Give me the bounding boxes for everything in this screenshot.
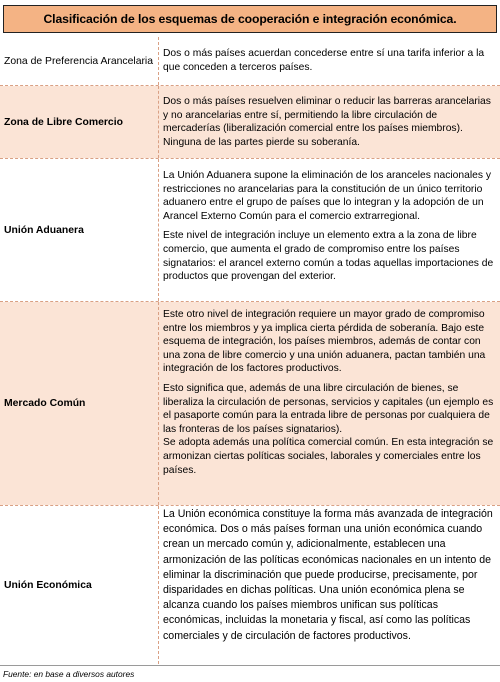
table-row: [0, 159, 500, 301]
table-row: [0, 86, 500, 158]
row-description: [158, 506, 500, 664]
row-label: Unión Aduanera: [4, 224, 84, 236]
row-paragraph: Este otro nivel de integración requiere un mayor grado de compromiso entre los miembros y ya implica cierta pérdida de soberanía. Bajo este esquema de integración, los países miembros, además de contar con una zona de libre comercio y una unión aduanera, pactan también una integración de los factores productivos.: [163, 309, 486, 375]
row-label: Mercado Común: [4, 398, 86, 409]
table-row: [0, 302, 500, 505]
row-description: [158, 37, 500, 85]
row-label: Unión Económica: [4, 579, 92, 591]
row-label: Zona de Preferencia Arancelaria: [4, 55, 154, 67]
table-title: Clasificación de los esquemas de cooperación e integración económica.: [3, 5, 497, 33]
row-description: [158, 159, 500, 301]
source-footnote: Fuente: en base a diversos autores: [3, 669, 135, 679]
table-row: [0, 37, 500, 85]
table-row: [0, 506, 500, 664]
table-bottom-border: [0, 665, 500, 666]
row-paragraph: Esto significa que, además de una libre circulación de bienes, se liberaliza la circulación de personas, servicios y capitales (un ejemplo es el pasaporte común para la entrada libre de personas por cualquiera de las fronteras de los países signatarios). Se adopta además una política comercial común. En esta integración se armonizan ciertas políticas sociales, laborales y comerciales entre los países.: [163, 382, 494, 476]
row-description: [158, 302, 500, 505]
row-paragraph: La Unión Aduanera supone la eliminación de los aranceles nacionales y restricciones no arancelarias para la constitución de un único territorio aduanero entre el grupo de países que lo integran y la adopción de un Arancel Externo Común para el comercio extrarregional.: [163, 170, 492, 222]
row-paragraph: La Unión económica constituye la forma más avanzada de integración económica. Dos o más países forman una unión económica cuando crean un mercado común y, adicionalmente, establecen una armonización de las políticas económicas nacionales en un intento de eliminar la discriminación que puede producirse, precisamente, por disparidades en dichas políticas. Una unión económica plena se alcanza cuando los países miembros unifican sus políticas económicas, incluidas la monetaria y fiscal, así como las políticas comerciales y de circulación de factores productivos.: [163, 508, 493, 642]
row-paragraph: Dos o más países acuerdan concederse entre sí una tarifa inferior a la que conceden a terceros países.: [163, 48, 485, 73]
row-label: Zona de Libre Comercio: [4, 116, 123, 128]
row-description: [158, 86, 500, 158]
row-paragraph: Este nivel de integración incluye un elemento extra a la zona de libre comercio, que aumenta el grado de compromiso entre los países signatarios: el arancel externo común a todas aquellas importaciones de productos que provengan del exterior.: [163, 230, 494, 283]
row-paragraph: Dos o más países resuelven eliminar o reducir las barreras arancelarias y no arancelarias entre sí, permitiendo la libre circulación de mercaderías (liberalización comercial entre los países miembros). Ninguna de las partes pierde su soberanía.: [163, 96, 491, 148]
